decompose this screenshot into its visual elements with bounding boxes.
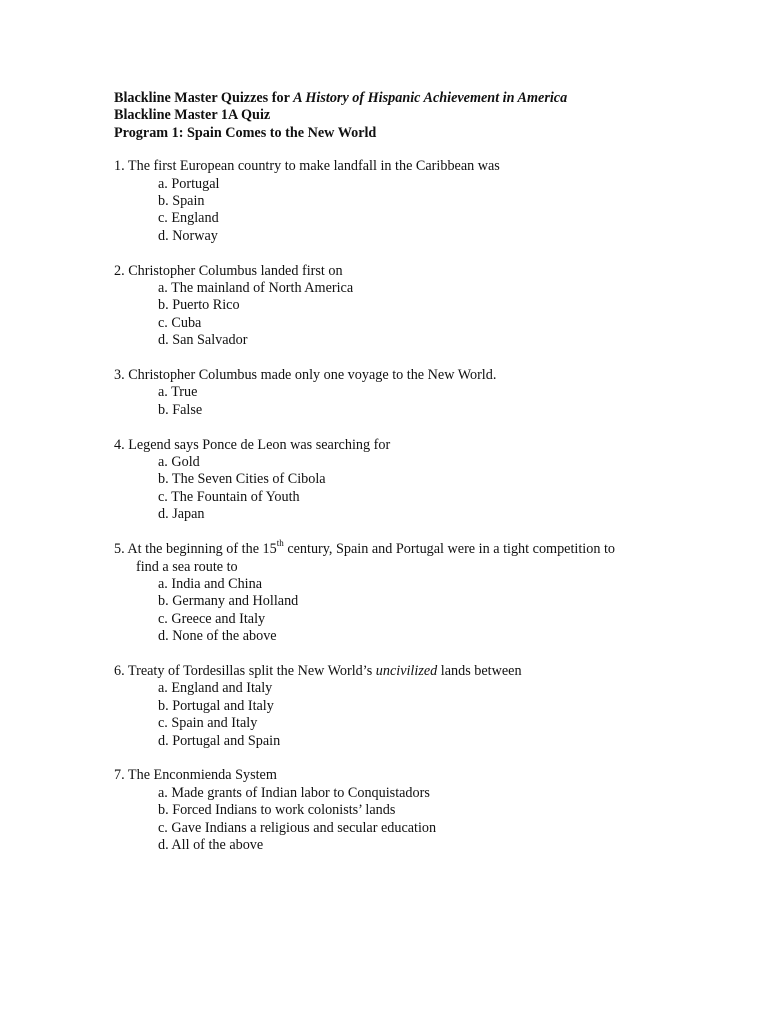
question-prompt-part: 5. At the beginning of the 15	[114, 541, 277, 558]
answer-option: a. India and China	[158, 575, 263, 592]
answer-option: d. None of the above	[158, 628, 277, 645]
question-prompt: 1. The first European country to make landfall in the Caribbean was	[114, 158, 500, 175]
answer-option: c. Cuba	[158, 314, 202, 331]
ordinal-superscript: th	[276, 538, 284, 549]
answer-option: b. Germany and Holland	[158, 593, 299, 610]
answer-option: d. Portugal and Spain	[158, 732, 281, 749]
answer-option: d. Japan	[158, 506, 205, 523]
answer-option: d. Norway	[158, 227, 218, 244]
answer-options	[114, 785, 734, 855]
answer-option: a. The mainland of North America	[158, 280, 354, 297]
question-prompt-continuation: find a sea route to	[136, 558, 238, 575]
question-list	[114, 158, 734, 854]
quiz-header	[114, 90, 734, 142]
answer-option: c. Greece and Italy	[158, 610, 266, 627]
question-2	[114, 263, 734, 350]
question-6	[114, 663, 734, 750]
question-1	[114, 158, 734, 245]
answer-options	[114, 680, 734, 750]
answer-options	[114, 454, 734, 524]
answer-option: c. The Fountain of Youth	[158, 488, 300, 505]
answer-option: a. Gold	[158, 454, 200, 471]
answer-option: c. England	[158, 210, 219, 227]
answer-option: b. Puerto Rico	[158, 297, 240, 314]
question-prompt: 3. Christopher Columbus made only one voyage to the New World.	[114, 367, 497, 384]
answer-option: a. England and Italy	[158, 680, 273, 697]
answer-options	[114, 384, 734, 419]
answer-options	[114, 176, 734, 246]
answer-option: a. True	[158, 384, 198, 401]
question-prompt	[114, 538, 734, 558]
header-program-line: Program 1: Spain Comes to the New World	[114, 124, 377, 141]
question-prompt: 2. Christopher Columbus landed first on	[114, 262, 343, 279]
header-master-line: Blackline Master 1A Quiz	[114, 107, 271, 124]
answer-option: b. Portugal and Italy	[158, 697, 274, 714]
answer-options	[114, 576, 734, 646]
answer-option: b. Spain	[158, 193, 205, 210]
header-title-prefix: Blackline Master Quizzes for	[114, 90, 294, 106]
question-prompt: 7. The Enconmienda System	[114, 767, 277, 784]
header-book-title: A History of Hispanic Achievement in America	[293, 90, 568, 106]
answer-option: a. Made grants of Indian labor to Conquistadors	[158, 784, 430, 801]
question-prompt: 4. Legend says Ponce de Leon was searching for	[114, 436, 391, 453]
question-4	[114, 437, 734, 524]
answer-option: c. Spain and Italy	[158, 715, 258, 732]
answer-option: b. Forced Indians to work colonists’ lands	[158, 802, 396, 819]
quiz-page	[114, 90, 734, 872]
answer-option: b. The Seven Cities of Cibola	[158, 471, 326, 488]
question-prompt-part: 6. Treaty of Tordesillas split the New World’s	[114, 662, 376, 679]
answer-option: d. San Salvador	[158, 332, 248, 349]
answer-option: c. Gave Indians a religious and secular education	[158, 819, 437, 836]
answer-options	[114, 280, 734, 350]
question-prompt-part: lands between	[437, 662, 522, 679]
question-7	[114, 767, 734, 854]
header-title-line	[114, 90, 734, 107]
question-prompt	[114, 663, 734, 680]
question-prompt-part: century, Spain and Portugal were in a tight competition to	[283, 541, 615, 558]
answer-option: a. Portugal	[158, 175, 220, 192]
answer-option: d. All of the above	[158, 836, 264, 853]
emphasized-word: uncivilized	[375, 662, 438, 679]
answer-option: b. False	[158, 401, 203, 418]
question-3	[114, 367, 734, 419]
question-5	[114, 538, 734, 645]
